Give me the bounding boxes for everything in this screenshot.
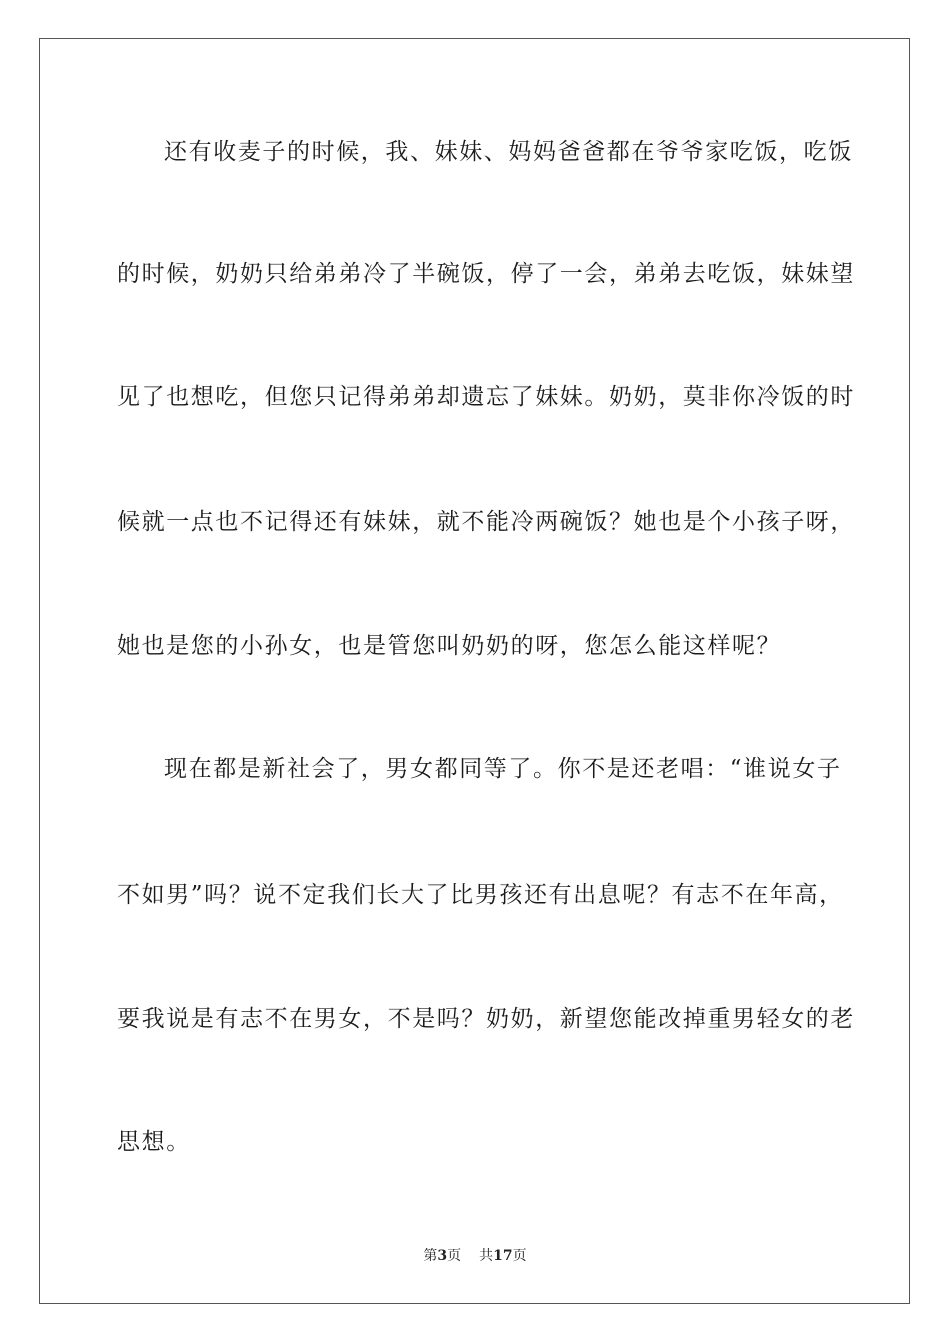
paragraph-2-line-3: 要我说是有志不在男女，不是吗？奶奶，新望您能改掉重男轻女的老: [117, 1006, 855, 1032]
total-prefix: 共: [479, 1248, 494, 1264]
page-frame: [39, 38, 910, 1304]
paragraph-2-line-1: 现在都是新社会了，男女都同等了。你不是还老唱：“谁说女子: [164, 756, 842, 782]
paragraph-1-line-1: 还有收麦子的时候，我、妹妹、妈妈爸爸都在爷爷家吃饭，吃饭: [164, 139, 853, 165]
page-number: 3: [437, 1248, 448, 1264]
total-suffix: 页: [512, 1248, 527, 1264]
page-prefix: 第: [423, 1248, 438, 1264]
page-footer: [0, 1247, 950, 1265]
total-pages: 17: [493, 1248, 513, 1264]
paragraph-2-line-2: 不如男”吗？说不定我们长大了比男孩还有出息呢？有志不在年高，: [117, 882, 844, 908]
paragraph-1-line-5: 她也是您的小孙女，也是管您叫奶奶的呀，您怎么能这样呢？: [117, 633, 782, 659]
paragraph-1-line-4: 候就一点也不记得还有妹妹，就不能冷两碗饭？她也是个小孩子呀，: [117, 509, 855, 535]
paragraph-2-line-4: 思想。: [117, 1129, 191, 1155]
page-suffix: 页: [447, 1248, 462, 1264]
paragraph-1-line-3: 见了也想吃，但您只记得弟弟却遗忘了妹妹。奶奶，莫非你冷饭的时: [117, 384, 855, 410]
paragraph-1-line-2: 的时候，奶奶只给弟弟冷了半碗饭，停了一会，弟弟去吃饭，妹妹望: [117, 261, 855, 287]
